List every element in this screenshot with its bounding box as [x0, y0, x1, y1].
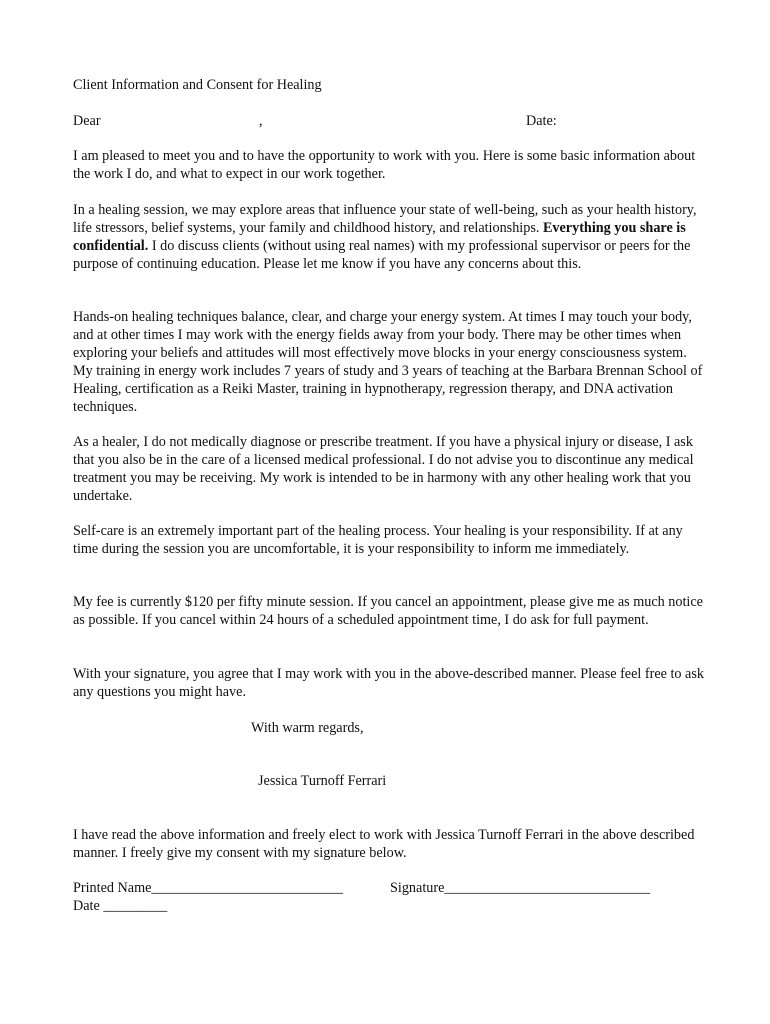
printed-name-field: Printed Name___________________________ — [73, 880, 343, 896]
paragraph-intro — [73, 147, 708, 183]
paragraph-fee-text: My fee is currently $120 per fifty minute session. If you cancel an appointment, please give me as much notice as possible. If you cancel within 24 hours of a scheduled appointment time, I do ask for full payment. — [73, 594, 703, 628]
paragraph-signature-note — [73, 665, 708, 701]
confidential-statement: Everything you share is confidential. — [73, 220, 686, 254]
signature-field: Signature_____________________________ — [390, 880, 651, 896]
closing-name: Jessica Turnoff Ferrari — [258, 773, 387, 789]
paragraph-session-text: In a healing session, we may explore areas that influence your state of well-being, such as your health history, life stressors, belief systems, your family and childhood history, and relationships. — [73, 202, 697, 236]
document-title: Client Information and Consent for Healing — [73, 77, 322, 93]
salutation-dear: Dear — [73, 113, 101, 129]
paragraph-handson — [73, 308, 708, 416]
paragraph-signature-note-text: With your signature, you agree that I may work with you in the above-described manner. Please feel free to ask any questions you might have. — [73, 666, 704, 700]
paragraph-selfcare — [73, 522, 708, 558]
paragraph-session — [73, 201, 708, 273]
paragraph-healer — [73, 433, 708, 505]
paragraph-selfcare-text: Self-care is an extremely important part of the healing process. Your healing is your responsibility. If at any time during the session you are uncomfortable, it is your responsibility to inform me immediately. — [73, 523, 683, 557]
consent-statement — [73, 826, 708, 862]
closing-regards: With warm regards, — [251, 720, 364, 736]
paragraph-intro-text: I am pleased to meet you and to have the opportunity to work with you. Here is some basic information about the work I do, and what to expect in our work together. — [73, 148, 696, 182]
salutation-comma: , — [259, 113, 263, 129]
consent-statement-text: I have read the above information and freely elect to work with Jessica Turnoff Ferrari in the above described manner. I freely give my consent with my signature below. — [73, 827, 695, 861]
date-label: Date: — [526, 113, 557, 129]
paragraph-handson-text: Hands-on healing techniques balance, clear, and charge your energy system. At times I may touch your body, and at other times I may work with the energy fields away from your body. There may be other times when exploring your beliefs and attitudes will most effectively move blocks in your energy consciousness system. My training in energy work includes 7 years of study and 3 years of teaching at the Barbara Brennan School of Healing, certification as a Reiki Master, training in hypnotherapy, regression therapy, and DNA activation techniques. — [73, 309, 703, 415]
paragraph-healer-text: As a healer, I do not medically diagnose or prescribe treatment. If you have a physical injury or disease, I ask that you also be in the care of a licensed medical professional. I do not advise you to discontinue any medical treatment you may be receiving. My work is intended to be in harmony with any other healing work that you undertake. — [73, 434, 694, 504]
paragraph-fee — [73, 593, 708, 629]
date-field: Date _________ — [73, 898, 168, 914]
paragraph-session-text-continued: I do discuss clients (without using real names) with my professional supervisor or peers for the purpose of continuing education. Please let me know if you have any concerns about this. — [73, 238, 691, 272]
